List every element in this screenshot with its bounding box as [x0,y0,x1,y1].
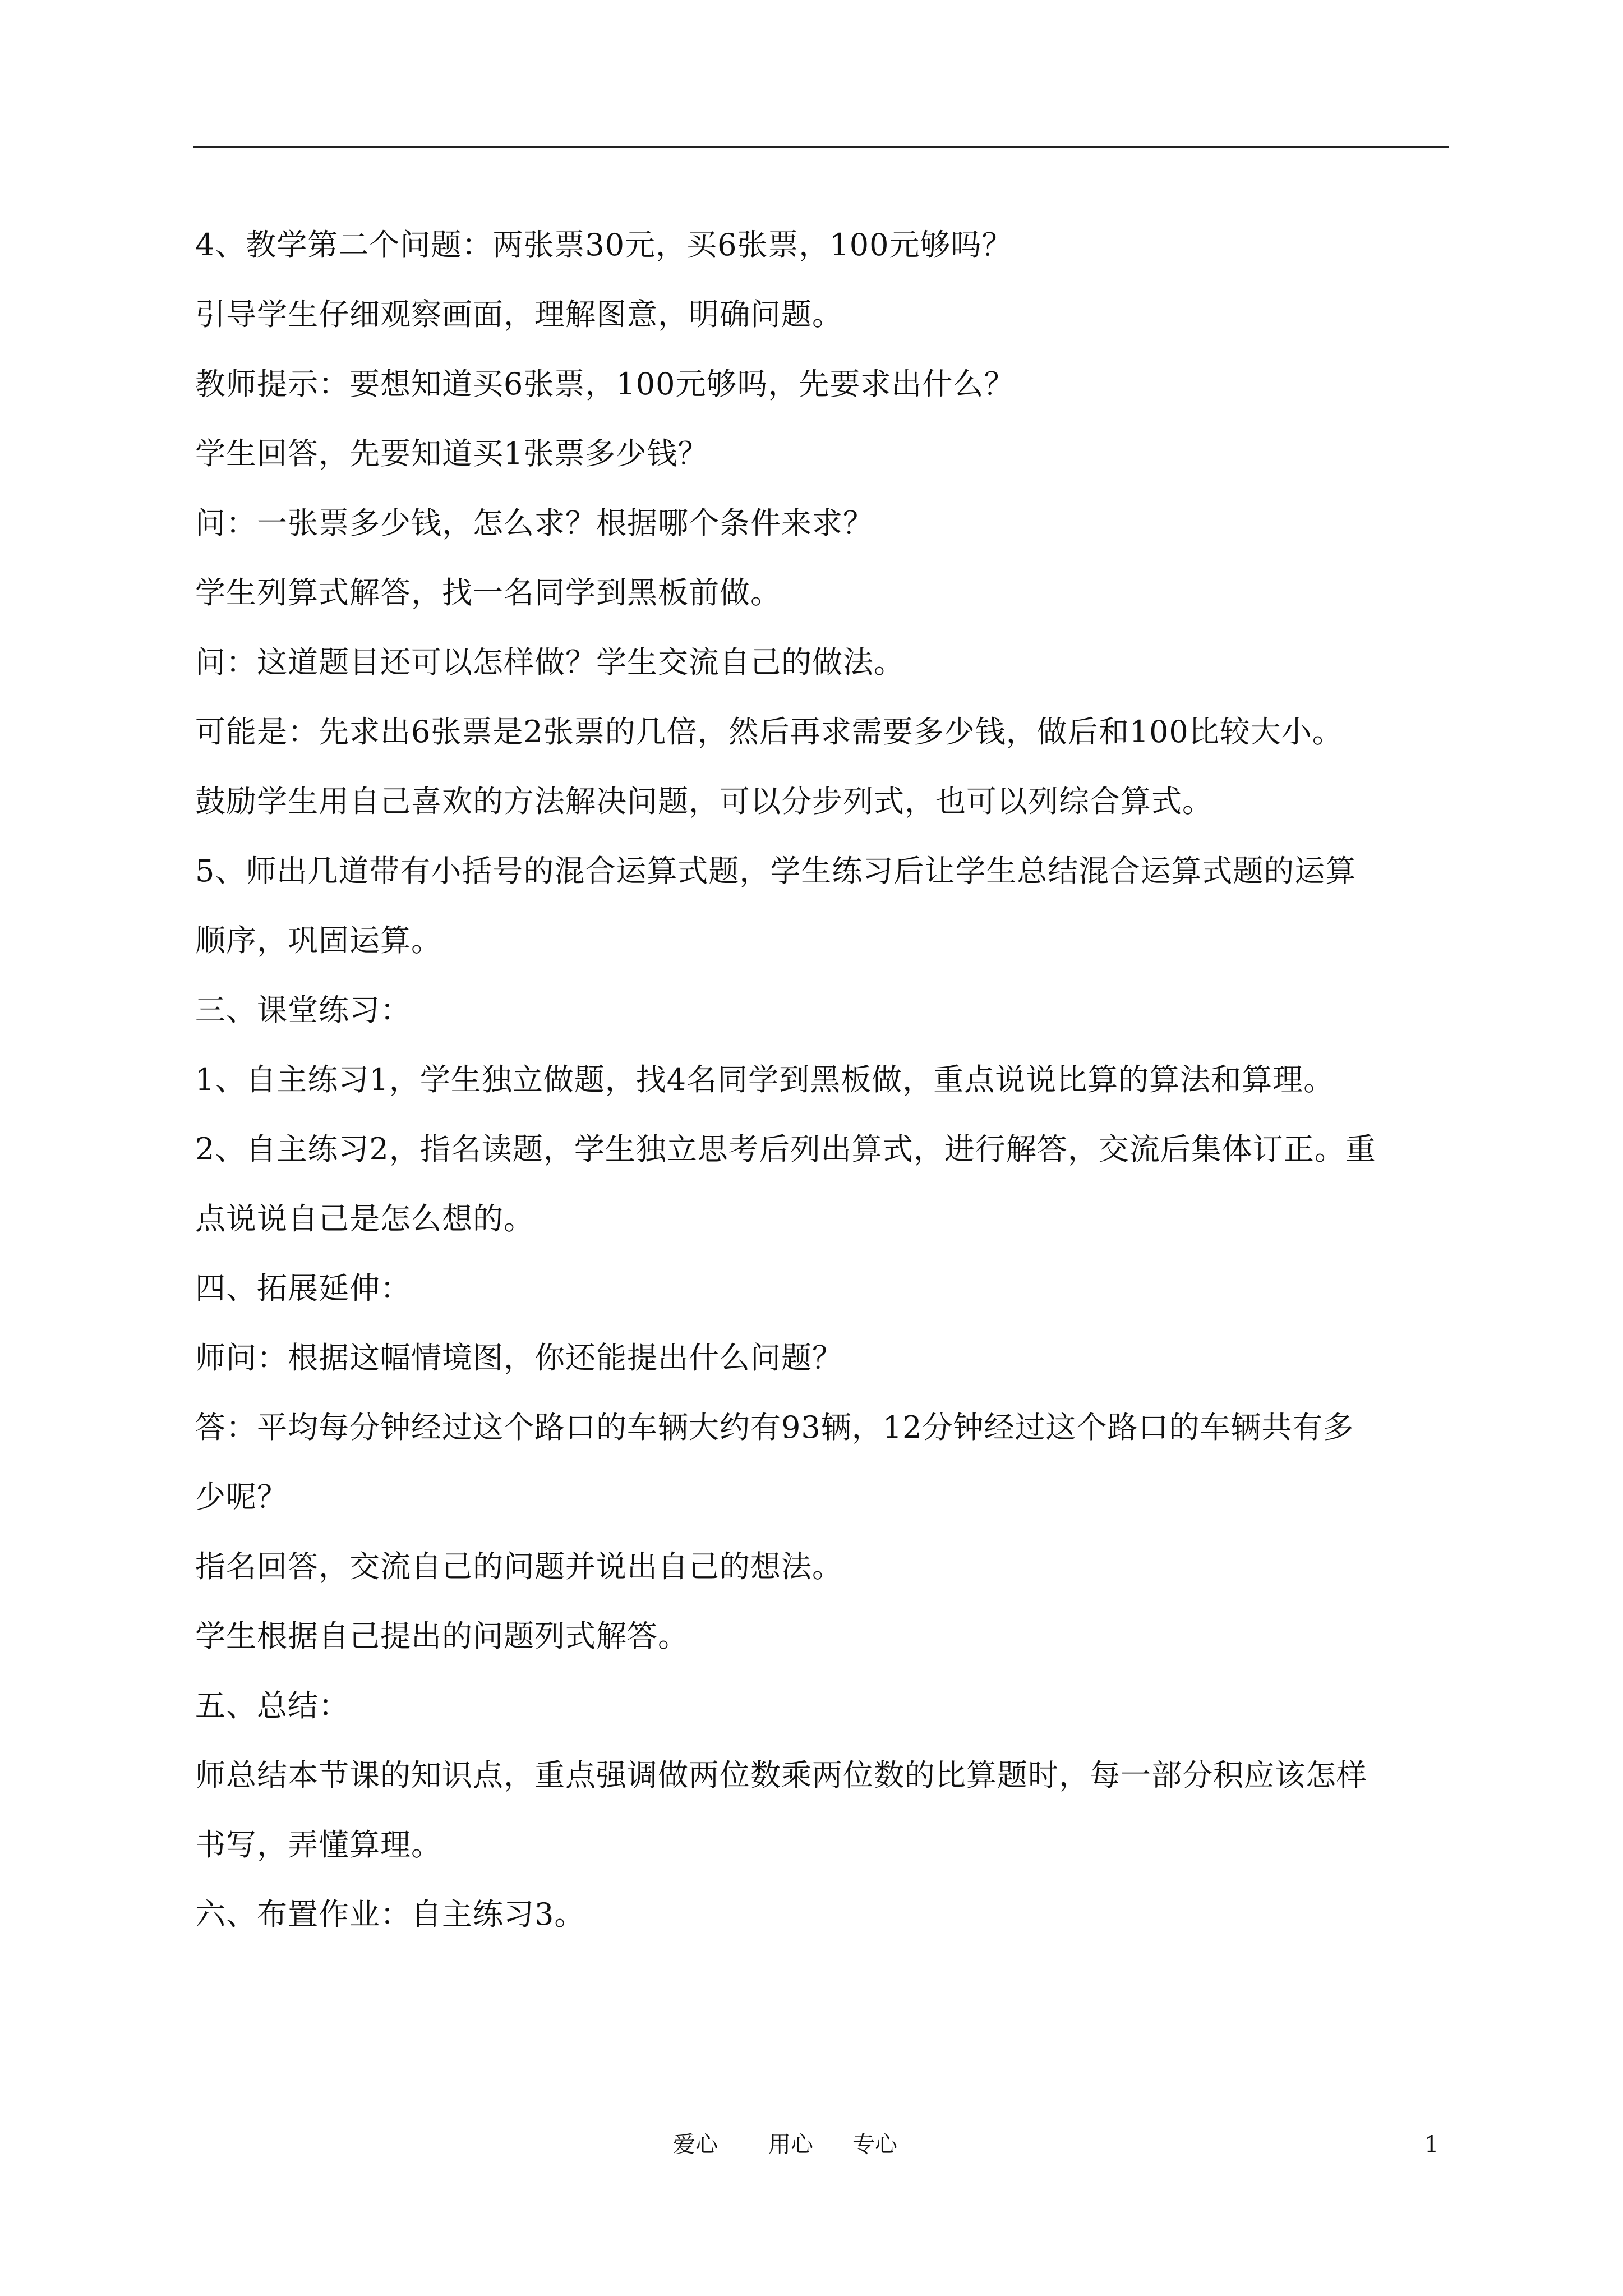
text-line: 1、自主练习1，学生独立做题，找4名同学到黑板做，重点说说比算的算法和算理。 [195,1062,1335,1097]
text-line: 学生回答，先要知道买1张票多少钱？ [195,436,709,471]
section-heading: 五、总结： [195,1688,349,1723]
section-heading: 六、布置作业：自主练习3。 [195,1897,585,1932]
text-line: 点说说自己是怎么想的。 [195,1201,534,1236]
text-line: 5、师出几道带有小括号的混合运算式题，学生练习后让学生总结混合运算式题的运算 [195,853,1357,889]
text-line: 2、自主练习2，指名读题，学生独立思考后列出算式，进行解答，交流后集体订正。重 [195,1131,1376,1167]
page-number: 1 [1424,2132,1439,2157]
text-line: 顺序，巩固运算。 [195,923,442,958]
text-line: 答：平均每分钟经过这个路口的车辆大约有93辆，12分钟经过这个路口的车辆共有多 [195,1410,1354,1445]
footer-motto-1: 爱心 [673,2132,718,2157]
text-line: 书写，弄懂算理。 [195,1827,442,1862]
section-heading: 三、课堂练习： [195,992,411,1028]
document-body [195,210,1451,1949]
text-line: 问：这道题目还可以怎样做？学生交流自己的做法。 [195,645,905,680]
text-line: 4、教学第二个问题：两张票30元，买6张票，100元够吗？ [195,227,1013,263]
footer-motto-3: 专心 [852,2132,897,2157]
text-line: 鼓励学生用自己喜欢的方法解决问题，可以分步列式，也可以列综合算式。 [195,784,1213,819]
text-line: 可能是：先求出6张票是2张票的几倍，然后再求需要多少钱，做后和100比较大小。 [195,714,1343,749]
text-line: 教师提示：要想知道买6张票，100元够吗，先要求出什么？ [195,366,1015,402]
text-line: 师问：根据这幅情境图，你还能提出什么问题？ [195,1340,843,1375]
text-line: 学生根据自己提出的问题列式解答。 [195,1618,689,1654]
text-line: 少呢？ [195,1479,288,1515]
header-rule [193,146,1449,148]
text-line: 师总结本节课的知识点，重点强调做两位数乘两位数的比算题时，每一部分积应该怎样 [195,1757,1367,1793]
text-line: 学生列算式解答，找一名同学到黑板前做。 [195,575,781,610]
text-line: 指名回答，交流自己的问题并说出自己的想法。 [195,1549,843,1584]
footer-motto-2: 用心 [768,2132,813,2157]
section-heading: 四、拓展延伸： [195,1271,411,1306]
text-line: 问：一张票多少钱，怎么求？根据哪个条件来求？ [195,505,874,541]
footer-motto [673,2131,953,2159]
text-line: 引导学生仔细观察画面，理解图意，明确问题。 [195,297,843,332]
